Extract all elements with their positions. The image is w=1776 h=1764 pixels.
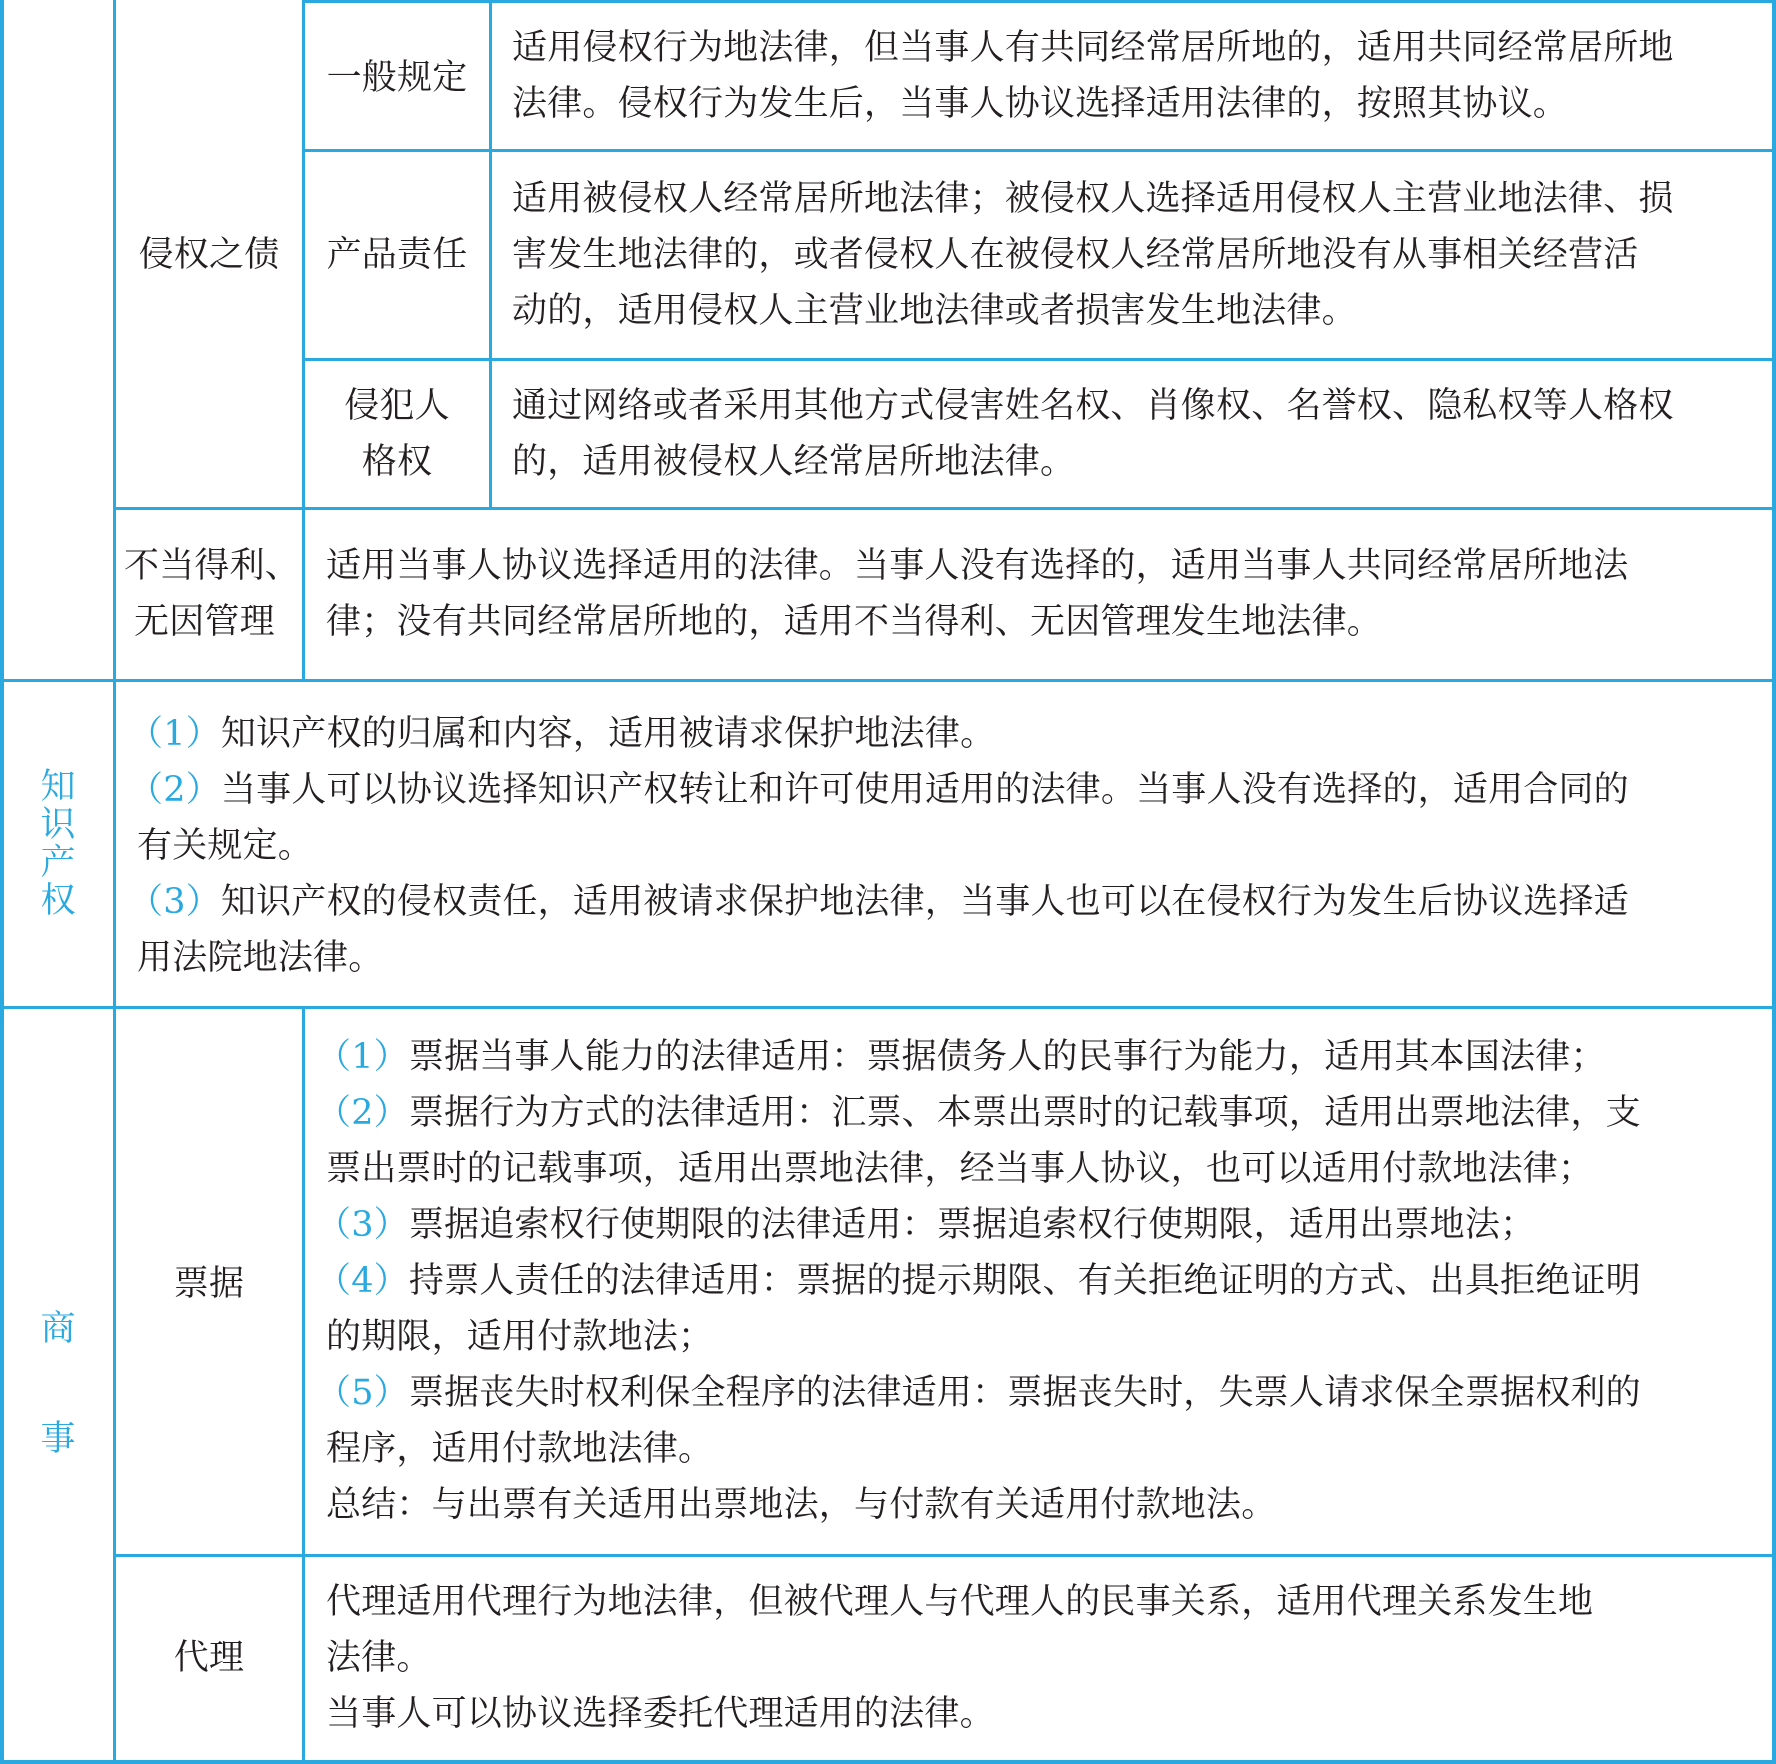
agency-text-line-2: 法律。 (326, 1638, 432, 1678)
ip-section-label (38, 768, 78, 920)
item-number: （1） (128, 714, 221, 754)
row-divider-section-2 (0, 1006, 1776, 1009)
product-text-line-2: 害发生地法律的，或者侵权人在被侵权人经常居所地没有从事相关经营活 (512, 235, 1639, 275)
ip-label-char: 产 (40, 843, 76, 883)
item-number: （5） (316, 1373, 409, 1413)
personality-text-line-1: 通过网络或者采用其他方式侵害姓名权、肖像权、名誉权、隐私权等人格权 (512, 386, 1674, 426)
item-number: （3） (128, 882, 221, 922)
agency-label: 代理 (173, 1638, 245, 1678)
general-label: 一般规定 (326, 58, 468, 98)
bill-item-5-cont: 程序，适用付款地法律。 (326, 1429, 714, 1469)
ip-label-char: 识 (40, 805, 76, 845)
item-number: （3） (316, 1205, 409, 1245)
col-divider-3-tort (489, 0, 492, 509)
bill-label: 票据 (173, 1264, 245, 1304)
agency-text-line-3: 当事人可以协议选择委托代理适用的法律。 (326, 1694, 995, 1734)
ip-item-1 (128, 706, 995, 762)
general-text-line-2: 法律。侵权行为发生后，当事人协议选择适用法律的，按照其协议。 (512, 84, 1569, 124)
commercial-label-char-1: 商 (40, 1309, 76, 1349)
bill-summary: 总结：与出票有关适用出票地法，与付款有关适用付款地法。 (326, 1485, 1277, 1525)
border-right (1772, 0, 1776, 1764)
personality-label-line-2: 格权 (361, 442, 433, 482)
item-text: 票据追索权行使期限的法律适用：票据追索权行使期限，适用出票地法； (408, 1205, 1536, 1245)
row-divider-section-1 (0, 679, 1776, 682)
unjust-text-line-1: 适用当事人协议选择适用的法律。当事人没有选择的，适用当事人共同经常居所地法 (326, 546, 1629, 586)
bill-item-4 (316, 1253, 1641, 1309)
product-label: 产品责任 (326, 235, 468, 275)
col-divider-2-commercial (302, 1008, 305, 1764)
ip-item-3 (128, 874, 1629, 930)
bill-item-5 (316, 1365, 1641, 1421)
ip-item-3-cont: 用法院地法律。 (137, 938, 384, 978)
item-number: （4） (316, 1261, 409, 1301)
ip-item-2 (128, 762, 1629, 818)
tort-category-label: 侵权之债 (138, 235, 280, 275)
personality-label-line-1: 侵犯人 (344, 386, 450, 426)
agency-text-line-1: 代理适用代理行为地法律，但被代理人与代理人的民事关系，适用代理关系发生地 (326, 1582, 1594, 1622)
unjust-text-line-2: 律；没有共同经常居所地的，适用不当得利、无因管理发生地法律。 (326, 602, 1383, 642)
border-top (302, 0, 1776, 3)
item-text: 知识产权的侵权责任，适用被请求保护地法律，当事人也可以在侵权行为发生后协议选择适 (220, 882, 1629, 922)
item-number: （2） (316, 1093, 409, 1133)
bill-item-2 (316, 1085, 1641, 1141)
unjust-label-line-2: 无因管理 (134, 602, 275, 642)
item-text: 持票人责任的法律适用：票据的提示期限、有关拒绝证明的方式、出具拒绝证明 (408, 1261, 1641, 1301)
row-divider-general (302, 149, 1776, 152)
unjust-label-line-1: 不当得利、 (124, 546, 301, 586)
row-divider-product (302, 358, 1776, 361)
item-text: 票据丧失时权利保全程序的法律适用：票据丧失时，失票人请求保全票据权利的 (408, 1373, 1641, 1413)
bill-item-2-cont: 票出票时的记载事项，适用出票地法律，经当事人协议，也可以适用付款地法律； (326, 1149, 1594, 1189)
personality-text-line-2: 的，适用被侵权人经常居所地法律。 (512, 442, 1076, 482)
bill-item-1 (316, 1029, 1606, 1085)
general-text-line-1: 适用侵权行为地法律，但当事人有共同经常居所地的，适用共同经常居所地 (512, 28, 1674, 68)
row-divider-bill (113, 1554, 1776, 1557)
border-left (0, 0, 4, 1764)
item-text: 票据当事人能力的法律适用：票据债务人的民事行为能力，适用其本国法律； (408, 1037, 1606, 1077)
bill-item-4-cont: 的期限，适用付款地法； (326, 1317, 714, 1357)
border-bottom (0, 1760, 1776, 1764)
item-number: （2） (128, 770, 221, 810)
item-text: 当事人可以协议选择知识产权转让和许可使用适用的法律。当事人没有选择的，适用合同的 (220, 770, 1629, 810)
row-divider-tort (113, 507, 1776, 510)
commercial-label-char-2: 事 (40, 1419, 76, 1459)
item-text: 票据行为方式的法律适用：汇票、本票出票时的记载事项，适用出票地法律，支 (408, 1093, 1641, 1133)
product-text-line-3: 动的，适用侵权人主营业地法律或者损害发生地法律。 (512, 291, 1357, 331)
ip-label-char: 权 (40, 881, 76, 921)
bill-item-3 (316, 1197, 1535, 1253)
ip-label-char: 知 (40, 767, 76, 807)
ip-item-2-cont: 有关规定。 (137, 826, 314, 866)
item-number: （1） (316, 1037, 409, 1077)
item-text: 知识产权的归属和内容，适用被请求保护地法律。 (220, 714, 996, 754)
product-text-line-1: 适用被侵权人经常居所地法律；被侵权人选择适用侵权人主营业地法律、损 (512, 179, 1674, 219)
